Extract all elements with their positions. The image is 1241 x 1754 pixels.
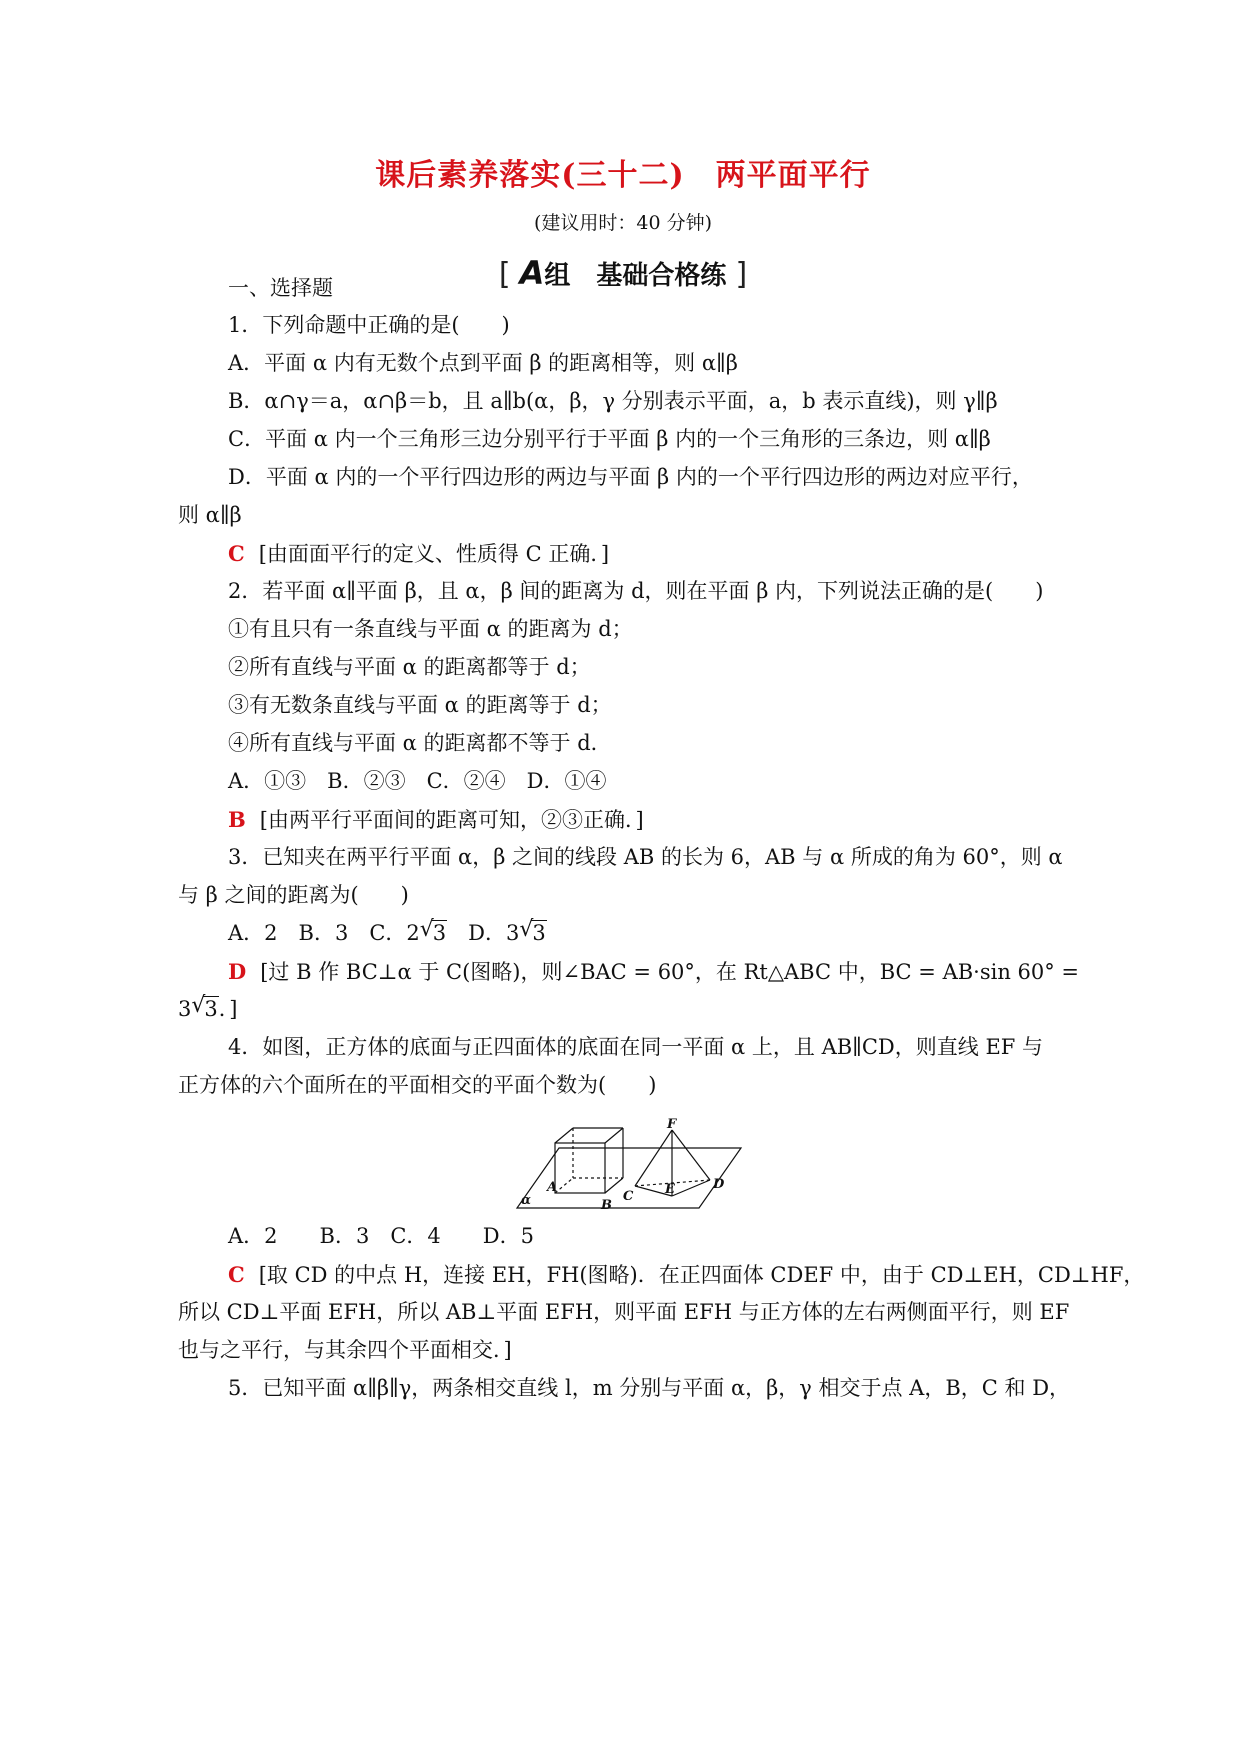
q3-stem-line2: 与 β 之间的距离为( ) bbox=[178, 883, 409, 907]
label-a: A bbox=[547, 1180, 558, 1195]
q2-options: A．①③ B．②③ C．②④ D．①④ bbox=[228, 769, 607, 793]
label-d: D bbox=[713, 1177, 725, 1192]
q2-answer-key: B bbox=[228, 807, 246, 832]
group-letter: A bbox=[519, 254, 545, 292]
q3-option-d: D．3 bbox=[447, 921, 520, 945]
q1-option-d-line1: D．平面 α 内的一个平行四边形的两边与平面 β 内的一个平行四边形的两边对应平行， bbox=[228, 465, 1033, 489]
right-bracket: ] bbox=[735, 257, 748, 292]
label-f: F bbox=[667, 1118, 677, 1132]
group-label: 组 基础合格练 bbox=[544, 261, 727, 291]
q1-answer-text: [由面面平行的定义、性质得 C 正确．] bbox=[258, 542, 610, 566]
q2-statement-2: ②所有直线与平面 α 的距离都等于 d； bbox=[228, 655, 591, 679]
cube-tetrahedron-diagram bbox=[515, 1118, 755, 1218]
q2-statement-4: ④所有直线与平面 α 的距离都不等于 d． bbox=[228, 731, 612, 755]
q4-figure bbox=[515, 1118, 755, 1222]
q3-stem-line1: 3．已知夹在两平行平面 α，β 之间的线段 AB 的长为 6，AB 与 α 所成的角为 60°，则 α bbox=[228, 845, 1063, 869]
page-title: 课后素养落实(三十二) 两平面平行 bbox=[375, 158, 871, 193]
q5-stem-line1: 5．已知平面 α∥β∥γ，两条相交直线 l，m 分别与平面 α，β，γ 相交于点 A，B，C 和 D， bbox=[228, 1376, 1071, 1400]
q1-option-b: B．α∩γ＝a，α∩β＝b，且 a∥b(α，β，γ 分别表示平面，a，b 表示直线)，则 γ∥β bbox=[228, 389, 998, 413]
q3-answer bbox=[228, 961, 1079, 983]
section-heading: 一、选择题 bbox=[228, 276, 333, 300]
tetra-edge-fc bbox=[635, 1130, 672, 1186]
cube-front-face bbox=[555, 1143, 605, 1193]
sqrt-sign: √ 3 bbox=[519, 917, 546, 945]
left-bracket: [ bbox=[498, 257, 511, 292]
q4-stem-line2: 正方体的六个面所在的平面相交的平面个数为( ) bbox=[178, 1073, 657, 1097]
q2-statement-1: ①有且只有一条直线与平面 α 的距离为 d； bbox=[228, 617, 633, 641]
q4-answer-text-1: [取 CD 的中点 H，连接 EH，FH(图略)．在正四面体 CDEF 中，由于 CD⊥EH，CD⊥HF， bbox=[258, 1263, 1145, 1287]
q4-answer-line2: 所以 CD⊥平面 EFH，所以 AB⊥平面 EFH，则平面 EFH 与正方体的左右两侧面平行，则 EF bbox=[178, 1300, 1070, 1324]
q3-answer-text: [过 B 作 BC⊥α 于 C(图略)，则∠BAC = 60°，在 Rt△ABC 中，BC = AB·sin 60° = bbox=[260, 960, 1080, 984]
q1-stem: 1．下列命题中正确的是( ) bbox=[228, 313, 510, 337]
sqrt-sign: √ 3 bbox=[419, 917, 447, 945]
q1-option-a: A．平面 α 内有无数个点到平面 β 的距离相等，则 α∥β bbox=[228, 351, 738, 375]
label-b: B bbox=[601, 1198, 612, 1213]
q4-options: A．2 B．3 C．4 D．5 bbox=[228, 1224, 534, 1248]
q1-answer bbox=[228, 543, 609, 565]
tetra-edge-fd bbox=[672, 1130, 710, 1180]
sqrt-sign: √ 3 bbox=[191, 993, 218, 1021]
q1-option-c: C．平面 α 内一个三角形三边分别平行于平面 β 内的一个三角形的三条边，则 α∥β bbox=[228, 427, 991, 451]
q3-options bbox=[228, 917, 547, 945]
q2-statement-3: ③有无数条直线与平面 α 的距离等于 d； bbox=[228, 693, 612, 717]
q2-answer-text: [由两平行平面间的距离可知，②③正确．] bbox=[259, 808, 644, 832]
q4-answer-key: C bbox=[228, 1262, 245, 1287]
label-e: E bbox=[665, 1182, 675, 1197]
q2-stem: 2．若平面 α∥平面 β，且 α，β 间的距离为 d，则在平面 β 内，下列说法正确的是( ) bbox=[228, 579, 1044, 603]
suggested-time: (建议用时：40 分钟) bbox=[533, 212, 713, 234]
q3-answer-key: D bbox=[228, 959, 247, 984]
q2-answer bbox=[228, 809, 644, 831]
q4-stem-line1: 4．如图，正方体的底面与正四面体的底面在同一平面 α 上，且 AB∥CD，则直线 EF 与 bbox=[228, 1035, 1044, 1059]
q1-answer-key: C bbox=[228, 541, 245, 566]
q1-option-d-line2: 则 α∥β bbox=[178, 503, 242, 527]
q4-answer-line1 bbox=[228, 1264, 1144, 1286]
q3-answer-line2: 3 √ 3．] bbox=[178, 993, 238, 1021]
q4-answer-line3: 也与之平行，与其余四个平面相交．] bbox=[178, 1338, 512, 1362]
label-c: C bbox=[623, 1189, 634, 1204]
q3-options-prefix: A．2 B．3 C．2 bbox=[228, 921, 420, 945]
label-alpha: α bbox=[521, 1193, 532, 1208]
